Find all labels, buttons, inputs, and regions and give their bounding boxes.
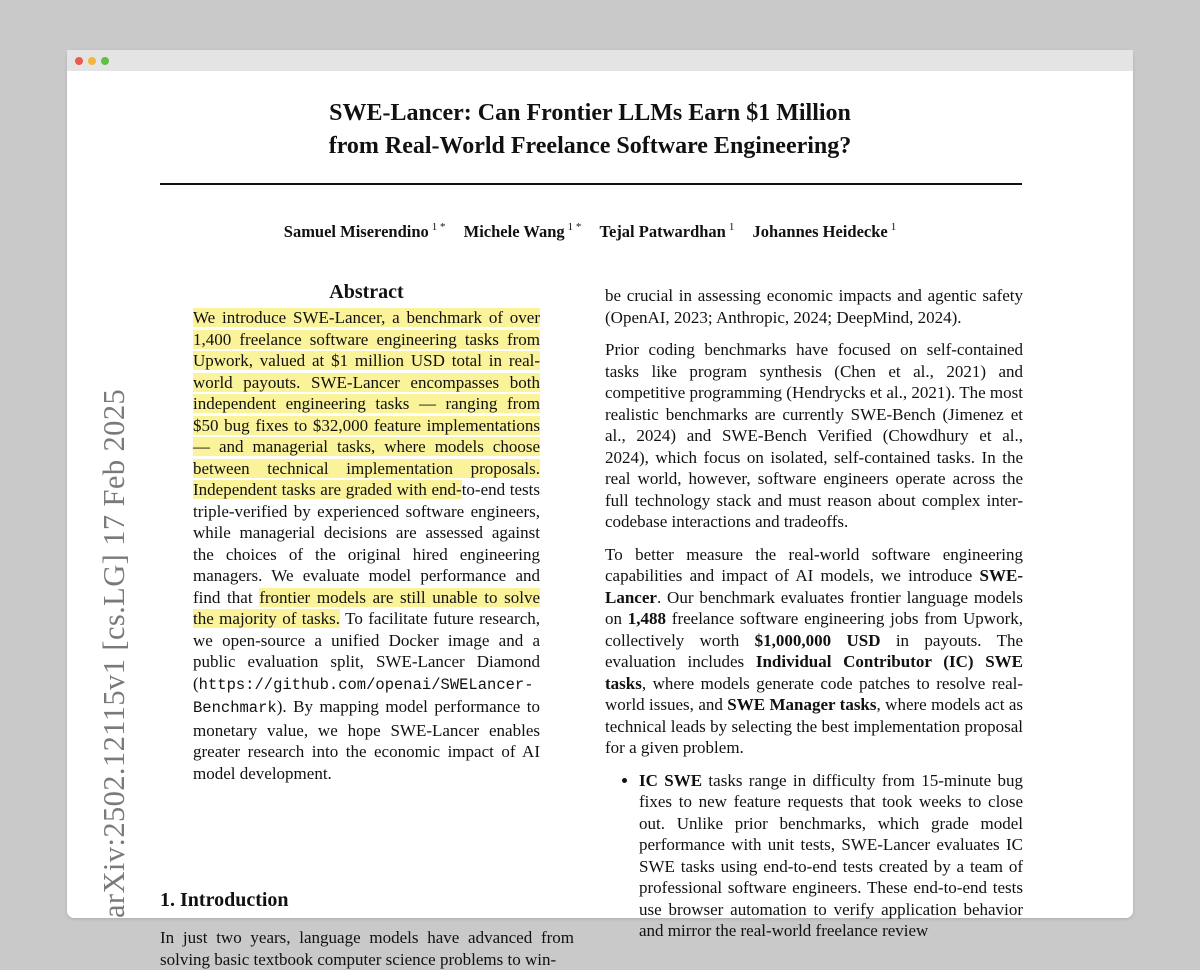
- introduction-text: In just two years, language models have advanced from solving basic textbook computer science problems to win-: [160, 928, 574, 969]
- paper-title: [160, 97, 1020, 163]
- list-item: • IC SWE tasks range in difficulty from 15-minute bug fixes to new feature requests that took weeks to close out. Unlike prior benchmarks, which grade model performance with unit tests, SWE-Lancer evaluates IC SWE tasks using end-to-end tests created by a team of professional software engineers. These end-to-end tests use browser automation to verify application behavior and mirror the real-world freelance review: [639, 770, 1023, 942]
- paper-page: [67, 71, 1133, 969]
- right-column: [605, 285, 1023, 942]
- author-list: [160, 221, 1020, 242]
- highlight-1: We introduce SWE-Lancer, a benchmark of over 1,400 freelance software engineering tasks from Upwork, valued at $1 million USD total in real-world payouts. SWE-Lancer encompasses both independent engineering tasks — ranging from $50 bug fixes to $32,000 feature implementations — and managerial tasks, where models choose between technical implementation proposals. Independent tasks are graded with end-: [193, 308, 540, 499]
- author: Samuel Miserendino $^{1 *}$: [283, 221, 446, 241]
- right-paragraph-3: To better measure the real-world software engineering capabilities and impact of AI models, we introduce SWE-Lancer. Our benchmark evaluates frontier language models on 1,488 freelance software engineering jobs from Upwork, collectively worth $1,000,000 USD in payouts. The evaluation includes Individual Contributor (IC) SWE tasks, where models generate code patches to resolve real-world issues, and SWE Manager tasks, where models act as technical leads by selecting the best implementation proposal for a given problem.: [605, 544, 1023, 757]
- highlight-2: frontier models are still unable to solve the majority of tasks.: [193, 587, 540, 628]
- author: Michele Wang $^{1 *}$: [463, 221, 582, 241]
- title-line-1: SWE-Lancer: Can Frontier LLMs Earn $1 Million: [329, 100, 851, 126]
- repo-link[interactable]: https://github.com/openai/SWELancer-Benchmark: [193, 675, 534, 717]
- close-window-button[interactable]: [75, 57, 83, 65]
- zoom-window-button[interactable]: [101, 57, 109, 65]
- author: Tejal Patwardhan $^1$: [599, 221, 735, 241]
- right-paragraph-1: be crucial in assessing economic impacts and agentic safety (OpenAI, 2023; Anthropic, 2024; DeepMind, 2024).: [605, 286, 1023, 327]
- window-titlebar: [67, 50, 1133, 71]
- minimize-window-button[interactable]: [88, 57, 96, 65]
- abstract-text: We introduce SWE-Lancer, a benchmark of over 1,400 freelance software engineering tasks from Upwork, valued at $1 million USD total in real-world payouts. SWE-Lancer encompasses both independent engineering tasks — ranging from $50 bug fixes to $32,000 feature implementations — and managerial tasks, where models choose between technical implementation proposals. Independent tasks are graded with end-to-end tests triple-verified by experienced software engineers, while managerial decisions are assessed against the choices of the original hired engineering managers. We evaluate model performance and find that frontier models are still unable to solve the majority of tasks. To facilitate future research, we open-source a unified Docker image and a public evaluation split, SWE-Lancer Diamond (https://github.com/openai/SWELancer-Benchmark). By mapping model performance to monetary value, we hope SWE-Lancer enables greater research into the economic impact of AI model development.: [193, 308, 541, 783]
- app-window: [67, 50, 1133, 969]
- abstract-heading: Abstract: [329, 281, 404, 303]
- author: Johannes Heidecke $^1$: [752, 221, 897, 241]
- introduction-heading: 1. Introduction: [160, 889, 289, 911]
- right-paragraph-2: Prior coding benchmarks have focused on self-contained tasks like program synthesis (Chen et al., 2021) and competitive programming (Hendrycks et al., 2021). The most realistic benchmarks are currently SWE-Bench (Jimenez et al., 2024) and SWE-Bench Verified (Chowdhury et al., 2024), which focus on isolated, self-contained tasks. In the real world, however, software engineers operate across the full technology stack and must reason about complex inter-codebase interactions and tradeoffs.: [605, 340, 1023, 531]
- arxiv-stamp: arXiv:2502.12115v1 [cs.LG] 17 Feb 2025: [97, 388, 131, 918]
- bullet-list: [605, 770, 1023, 942]
- title-rule: [160, 183, 1022, 185]
- title-line-2: from Real-World Freelance Software Engineering?: [328, 133, 852, 159]
- abstract-section: [193, 281, 540, 784]
